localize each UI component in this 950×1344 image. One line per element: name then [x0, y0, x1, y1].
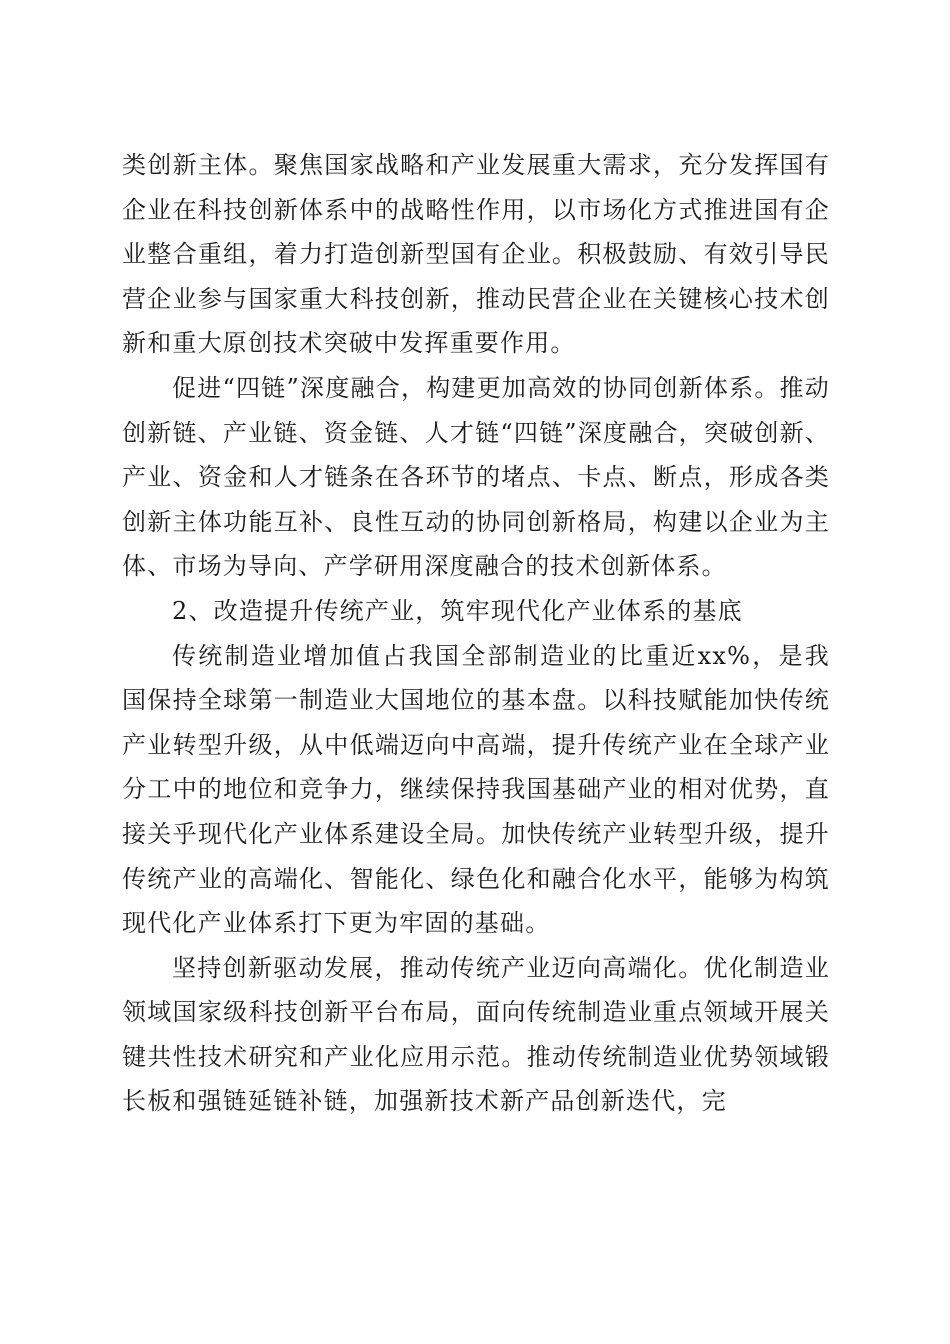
section-heading: 2、改造提升传统产业，筑牢现代化产业体系的基底	[172, 596, 743, 625]
paragraph-four-chains: 促进“四链”深度融合，构建更加高效的协同创新体系。推动创新链、产业链、资金链、人才链“四链”深度融合，突破创新、产业、资金和人才链条在各环节的堵点、卡点、断点，形成各类创新主体功能互补、良性互动的协同创新格局，构建以企业为主体、市场为导向、产学研用深度融合的技术创新体系。	[122, 373, 830, 581]
paragraph-innovation-driven: 坚持创新驱动发展，推动传统产业迈向高端化。优化制造业领域国家级科技创新平台布局，面向传统制造业重点领域开展关键共性技术研究和产业化应用示范。推动传统制造业优势领域锻长板和强链延链补链，加强新技术新产品创新迭代，完	[122, 953, 830, 1116]
paragraph-traditional-manufacturing: 传统制造业增加值占我国全部制造业的比重近xx%，是我国保持全球第一制造业大国地位的基本盘。以科技赋能加快传统产业转型升级，从中低端迈向中高端，提升传统产业在全球产业分工中的地位和竞争力，继续保持我国基础产业的相对优势，直接关乎现代化产业体系建设全局。加快传统产业转型升级，提升传统产业的高端化、智能化、绿色化和融合化水平，能够为构筑现代化产业体系打下更为牢固的基础。	[122, 641, 830, 938]
document-body	[122, 143, 830, 1124]
paragraph-continuation: 类创新主体。聚焦国家战略和产业发展重大需求，充分发挥国有企业在科技创新体系中的战略性作用，以市场化方式推进国有企业整合重组，着力打造创新型国有企业。积极鼓励、有效引导民营企业参与国家重大科技创新，推动民营企业在关键核心技术创新和重大原创技术突破中发挥重要作用。	[122, 151, 830, 358]
